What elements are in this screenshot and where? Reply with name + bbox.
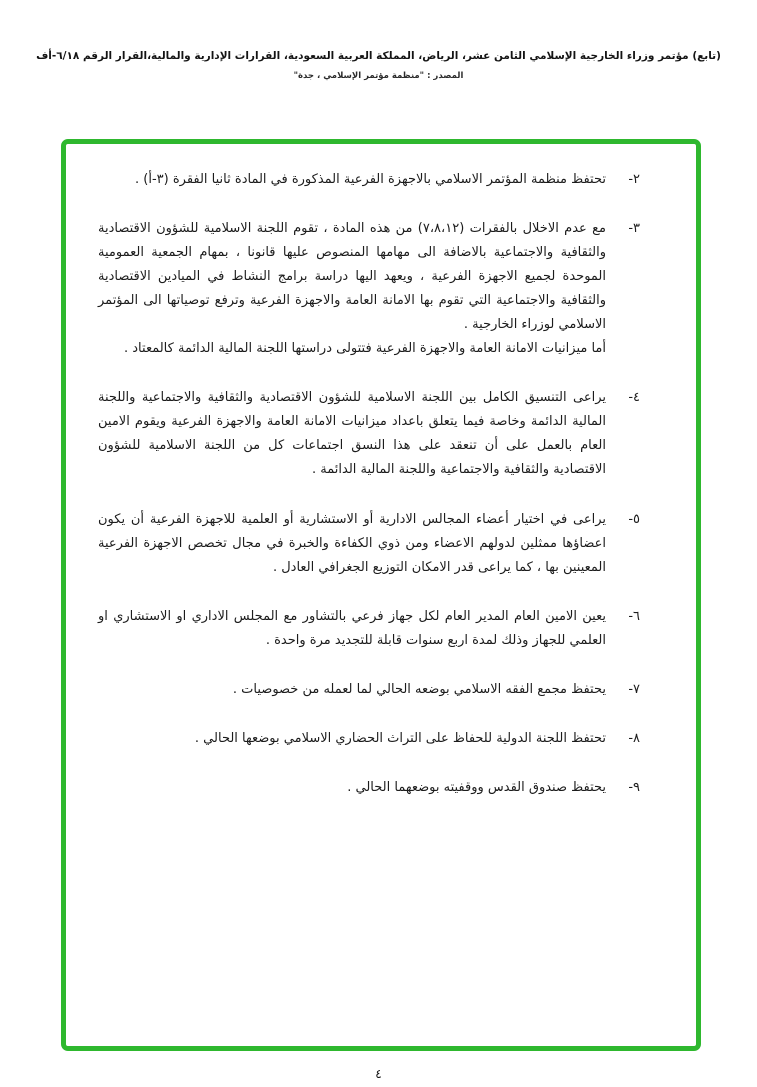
item-number: ٧- xyxy=(628,681,640,697)
item-paragraph: أما ميزانيات الامانة العامة والاجهزة الفرعية فتتولى دراستها اللجنة المالية الدائمة كالمعتاد . xyxy=(124,341,606,357)
page-footer xyxy=(0,1067,757,1081)
item-paragraph: يراعى التنسيق الكامل بين اللجنة الاسلامية للشؤون الاقتصادية والثقافية والاجتماعية واللجنة المالية الدائمة وخاصة فيما يتعلق باعداد ميزانيات الامانة العامة والاجهزة الفرعية ويقوم الامين العام بالعمل على أن تنعقد على هذا النسق اجتماعات كل من اللجنة الاسلامية للشؤون الاقتصادية والثقافية والاجتماعية واللجنة المالية الدائمة . xyxy=(98,390,606,478)
document-body xyxy=(66,144,696,816)
item-text xyxy=(98,217,606,361)
list-item xyxy=(98,217,640,361)
item-number: ٨- xyxy=(628,730,640,746)
page-number: ٤ xyxy=(375,1067,382,1081)
item-text xyxy=(98,168,606,192)
item-text xyxy=(98,508,606,580)
list-item xyxy=(98,168,640,192)
list-item xyxy=(98,776,640,800)
item-number: ٢- xyxy=(628,172,640,187)
content-frame xyxy=(61,139,701,1051)
item-paragraph: يحتفظ مجمع الفقه الاسلامي بوضعه الحالي لما لعمله من خصوصيات . xyxy=(232,681,606,697)
item-number: ٥- xyxy=(628,511,640,527)
list-item xyxy=(98,605,640,653)
item-text xyxy=(98,605,606,653)
item-paragraph: يحتفظ صندوق القدس ووقفيته بوضعهما الحالي . xyxy=(347,779,606,795)
document-header xyxy=(0,50,757,81)
list-item xyxy=(98,386,640,482)
item-number: ٤- xyxy=(628,390,640,406)
item-paragraph: يعين الامين العام المدير العام لكل جهاز فرعي بالتشاور مع المجلس الاداري او الاستشاري او العلمي للجهاز وذلك لمدة اربع سنوات قابلة للتجديد مرة واحدة . xyxy=(98,608,606,648)
item-paragraph: تحتفظ منظمة المؤتمر الاسلامي بالاجهزة الفرعية المذكورة في المادة ثانيا الفقرة (٣-أ) . xyxy=(135,172,606,187)
item-text xyxy=(98,727,606,751)
item-number: ٩- xyxy=(628,779,640,795)
header-title: (تابع) مؤتمر وزراء الخارجية الإسلامي الثامن عشر، الرياض، المملكة العربية السعودية، القرارات الإدارية والمالية،القرار الرقم ٦/١٨-أف xyxy=(36,50,721,62)
item-number: ٦- xyxy=(628,608,640,624)
item-number: ٣- xyxy=(628,221,640,237)
list-item xyxy=(98,508,640,580)
item-text xyxy=(98,776,606,800)
item-paragraph: تحتفظ اللجنة الدولية للحفاظ على التراث الحضاري الاسلامي بوضعها الحالي . xyxy=(194,730,606,746)
item-paragraph: يراعى في اختيار أعضاء المجالس الادارية أو الاستشارية أو العلمية للاجهزة الفرعية أن يكون اعضاؤها ممثلين لدولهم الاعضاء ومن ذوي الكفاءة والخبرة في مجال تخصص الاجهزة الفرعية المعينين بها ، كما يراعى قدر الامكان التوزيع الجغرافي العادل . xyxy=(98,511,606,575)
item-paragraph: مع عدم الاخلال بالفقرات (٧،٨،١٢) من هذه المادة ، تقوم اللجنة الاسلامية للشؤون الاقتصادية والثقافية والاجتماعية بالاضافة الى مهامها المنصوص عليها قانونا ، بمهام الجمعية العمومية الموحدة لجميع الاجهزة الفرعية ، ويعهد اليها دراسة برامج النشاط في الميادين الاقتصادية والثقافية والاجتماعية التي تقوم بها الامانة العامة والاجهزة الفرعية وترفع توصياتها الى المؤتمر الاسلامي لوزراء الخارجية . xyxy=(98,221,606,333)
list-item xyxy=(98,727,640,751)
item-text xyxy=(98,678,606,702)
item-text xyxy=(98,386,606,482)
header-source: المصدر : "منظمة مؤتمر الإسلامي ، جدة" xyxy=(293,71,464,81)
list-item xyxy=(98,678,640,702)
